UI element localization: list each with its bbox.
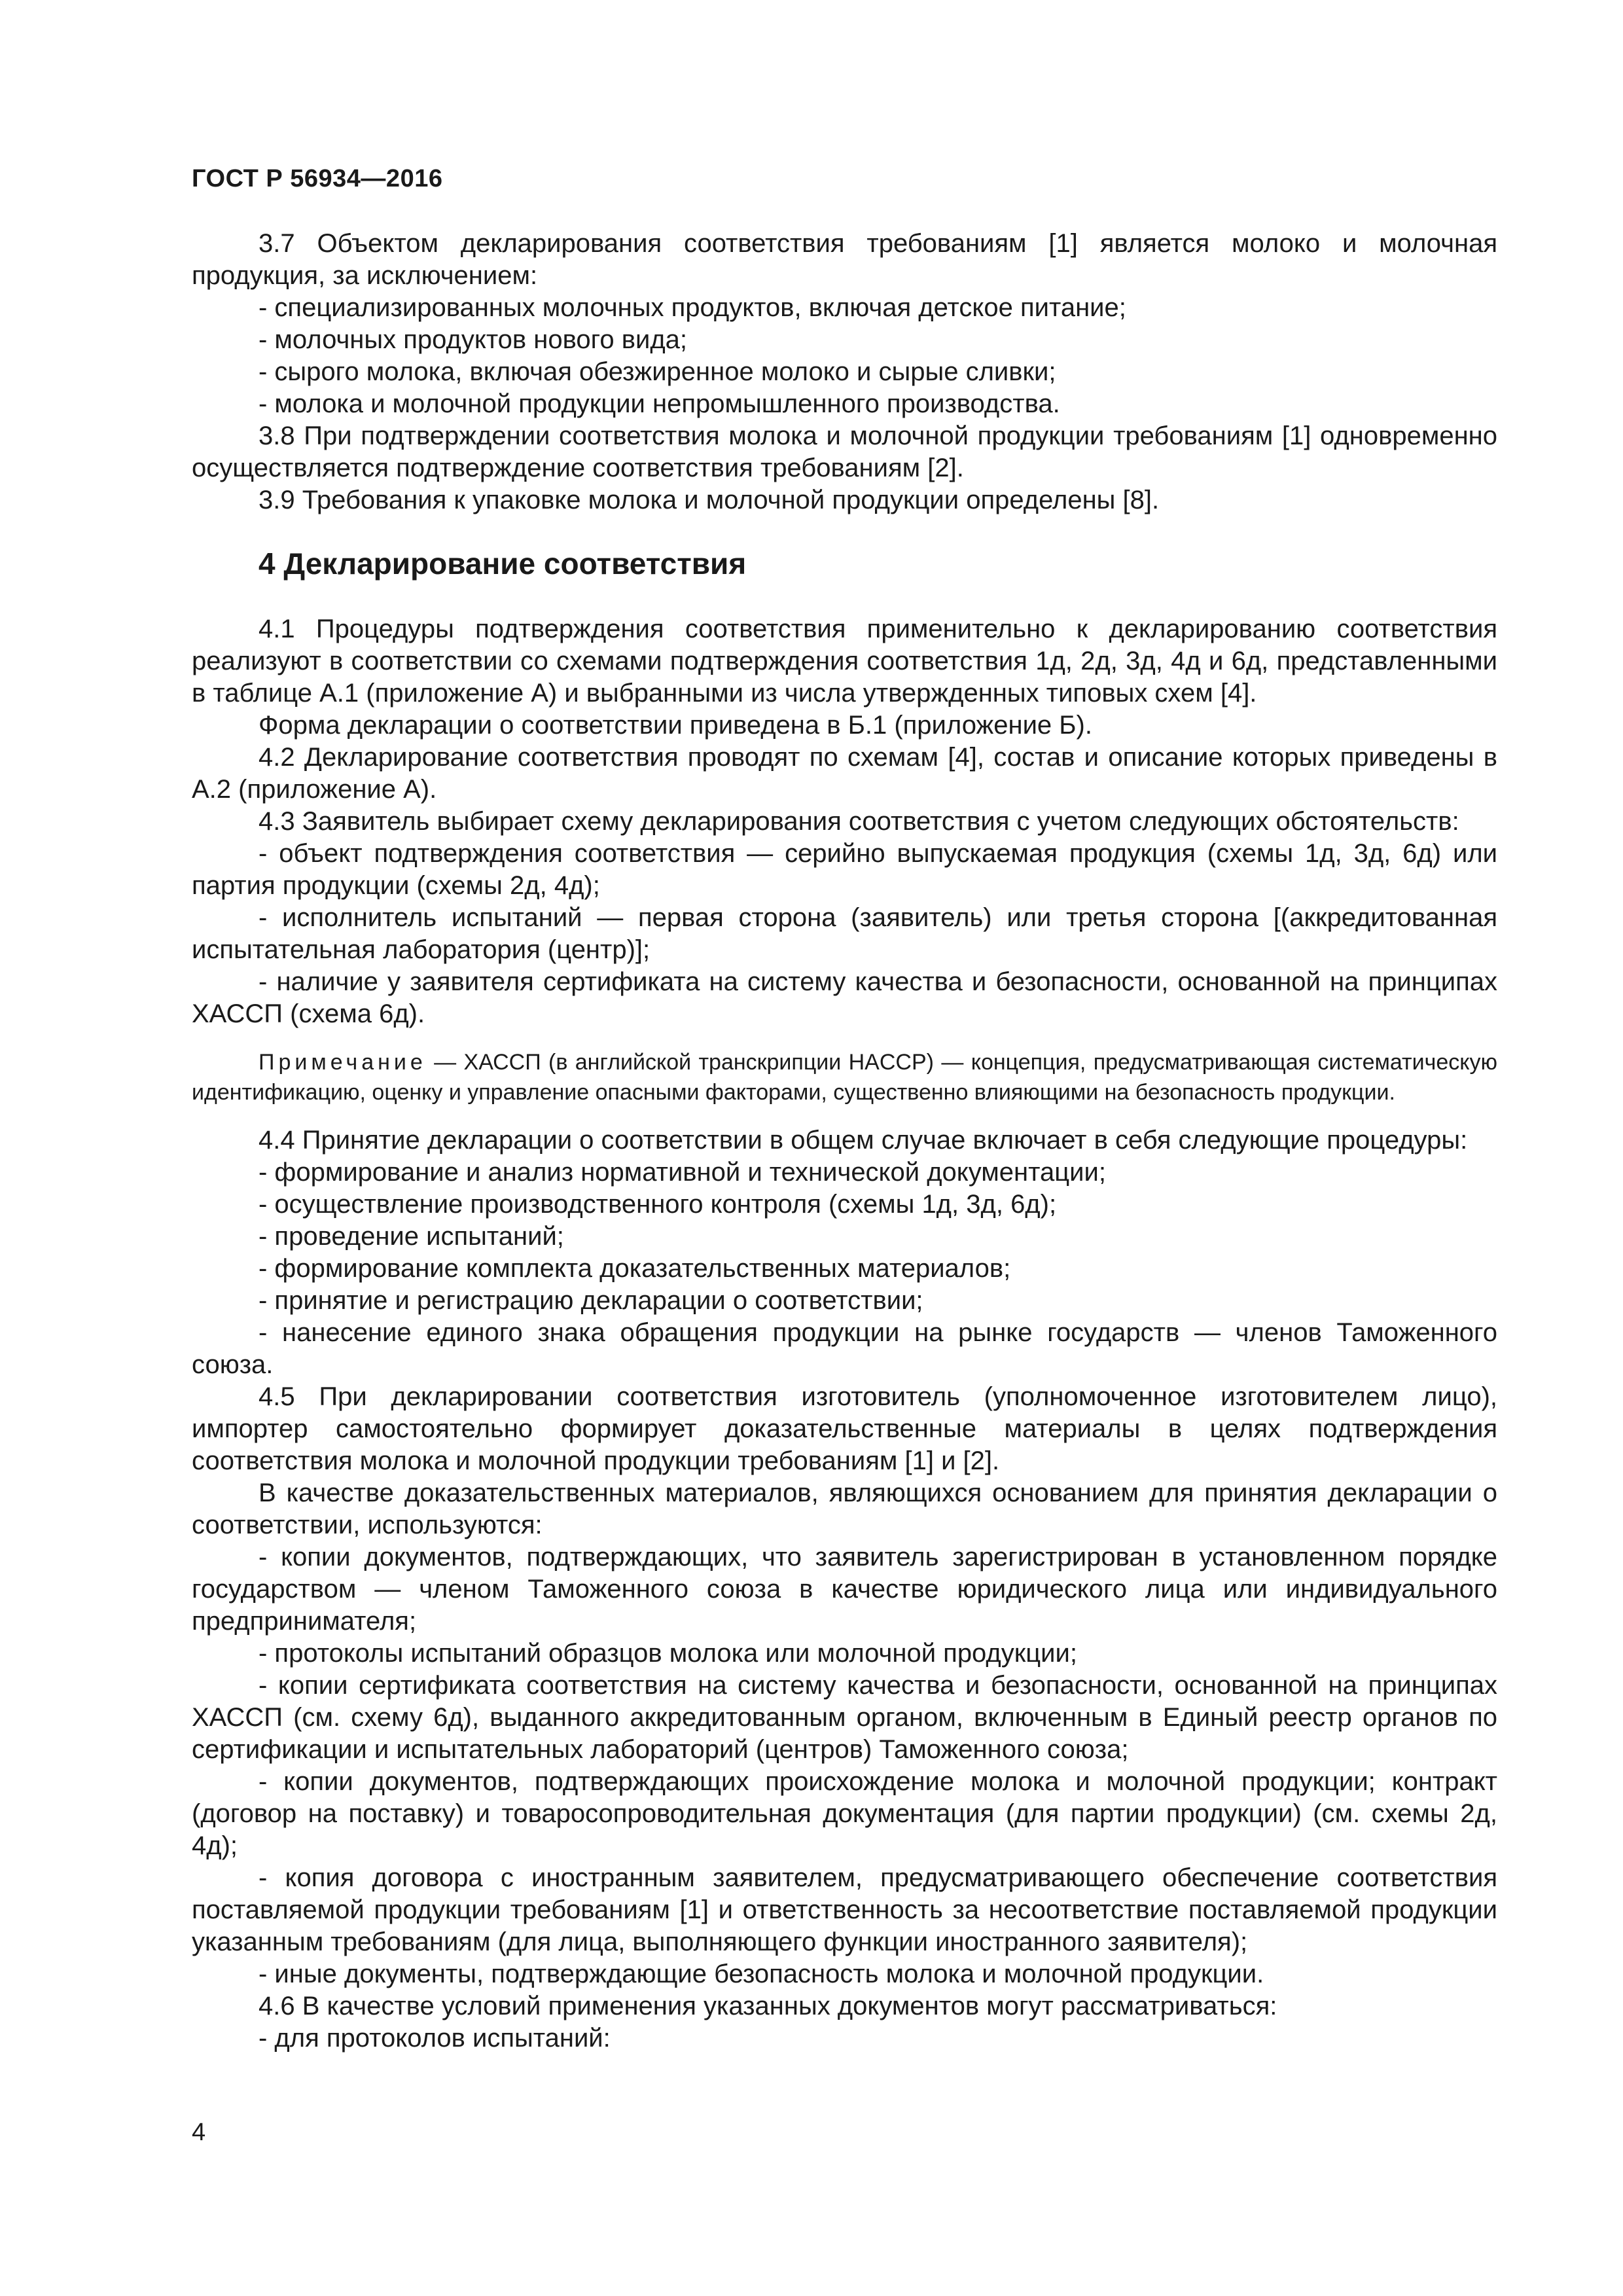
- paragraph-4-3: 4.3 Заявитель выбирает схему декларирования соответствия с учетом следующих обстоятельств:: [259, 807, 1459, 836]
- paragraph-3-9: 3.9 Требования к упаковке молока и молочной продукции определены [8].: [259, 486, 1160, 514]
- list-item: - копии документов, подтверждающих, что заявитель зарегистрирован в установленном порядке государством — членом Таможенного союза в качестве юридического лица или индивидуального предпринимателя;: [192, 1543, 1497, 1636]
- paragraph-4-4: 4.4 Принятие декларации о соответствии в общем случае включает в себя следующие процедуры:: [259, 1126, 1468, 1155]
- page-number: 4: [192, 2119, 206, 2146]
- document-code: ГОСТ Р 56934—2016: [192, 165, 443, 192]
- document-body: [192, 228, 1497, 2054]
- list-item: - специализированных молочных продуктов, включая детское питание;: [259, 293, 1126, 322]
- list-item: - копии документов, подтверждающих происхождение молока и молочной продукции; контракт (договор на поставку) и товаросопроводительная документация (для партии продукции) (см. схемы 2д, 4д);: [192, 1767, 1497, 1860]
- paragraph: Форма декларации о соответствии приведена в Б.1 (приложение Б).: [259, 711, 1092, 740]
- list-item: - осуществление производственного контроля (схемы 1д, 3д, 6д);: [259, 1190, 1057, 1219]
- document-page: [192, 0, 1497, 2296]
- list-item: - сырого молока, включая обезжиренное молоко и сырые сливки;: [259, 357, 1056, 386]
- list-item: - протоколы испытаний образцов молока или молочной продукции;: [259, 1639, 1077, 1668]
- paragraph-4-2: 4.2 Декларирование соответствия проводят по схемам [4], состав и описание которых приведены в А.2 (приложение А).: [192, 743, 1497, 804]
- list-item: - копия договора с иностранным заявителем, предусматривающего обеспечение соответствия поставляемой продукции требованиям [1] и ответственность за несоответствие поставляемой продукции указанным требованиям (для лица, выполняющего функции иностранного заявителя);: [192, 1863, 1497, 1956]
- list-item: - копии сертификата соответствия на систему качества и безопасности, основанной на принципах ХАССП (см. схему 6д), выданного аккредитованным органом, включенным в Единый реестр органов по сертификации и испытательных лабораторий (центров) Таможенного союза;: [192, 1671, 1497, 1764]
- list-item: - объект подтверждения соответствия — серийно выпускаемая продукция (схемы 1д, 3д, 6д) или партия продукции (схемы 2д, 4д);: [192, 839, 1497, 900]
- note: [192, 1047, 1497, 1107]
- list-item: - молочных продуктов нового вида;: [259, 325, 688, 354]
- list-item: - иные документы, подтверждающие безопасность молока и молочной продукции.: [259, 1960, 1264, 1988]
- paragraph-3-8: 3.8 При подтверждении соответствия молока и молочной продукции требованиям [1] одновременно осуществляется подтверждение соответствия требованиям [2].: [192, 422, 1497, 482]
- list-item: - исполнитель испытаний — первая сторона (заявитель) или третья сторона [(аккредитованная испытательная лаборатория (центр)];: [192, 903, 1497, 964]
- paragraph: В качестве доказательственных материалов, являющихся основанием для принятия декларации о соответствии, используются:: [192, 1479, 1497, 1539]
- note-label: Примечание: [259, 1050, 427, 1075]
- paragraph-3-7: 3.7 Объектом декларирования соответствия требованиям [1] является молоко и молочная продукция, за исключением:: [192, 229, 1497, 290]
- paragraph-4-1: 4.1 Процедуры подтверждения соответствия применительно к декларированию соответствия реализуют в соответствии со схемами подтверждения соответствия 1д, 2д, 3д, 4д и 6д, представленными в таблице А.1 (приложение А) и выбранными из числа утвержденных типовых схем [4].: [192, 615, 1497, 708]
- list-item: - формирование комплекта доказательственных материалов;: [259, 1254, 1011, 1283]
- section-heading: 4 Декларирование соответствия: [259, 547, 747, 581]
- list-item: - для протоколов испытаний:: [259, 2024, 611, 2053]
- list-item: - формирование и анализ нормативной и технической документации;: [259, 1158, 1106, 1187]
- list-item: - проведение испытаний;: [259, 1222, 564, 1251]
- paragraph-4-6: 4.6 В качестве условий применения указанных документов могут рассматриваться:: [259, 1992, 1277, 2020]
- list-item: - молока и молочной продукции непромышленного производства.: [259, 389, 1060, 418]
- list-item: - принятие и регистрацию декларации о соответствии;: [259, 1286, 923, 1315]
- paragraph-4-5: 4.5 При декларировании соответствия изготовитель (уполномоченное изготовителем лицо), импортер самостоятельно формирует доказательственные материалы в целях подтверждения соответствия молока и молочной продукции требованиям [1] и [2].: [192, 1382, 1497, 1475]
- list-item: - нанесение единого знака обращения продукции на рынке государств — членов Таможенного союза.: [192, 1318, 1497, 1379]
- list-item: - наличие у заявителя сертификата на систему качества и безопасности, основанной на принципах ХАССП (схема 6д).: [192, 967, 1497, 1028]
- note-text: — ХАССП (в английской транскрипции HACCP) — концепция, предусматривающая систематическую идентификацию, оценку и управление опасными факторами, существенно влияющими на безопасность продукции.: [192, 1050, 1497, 1105]
